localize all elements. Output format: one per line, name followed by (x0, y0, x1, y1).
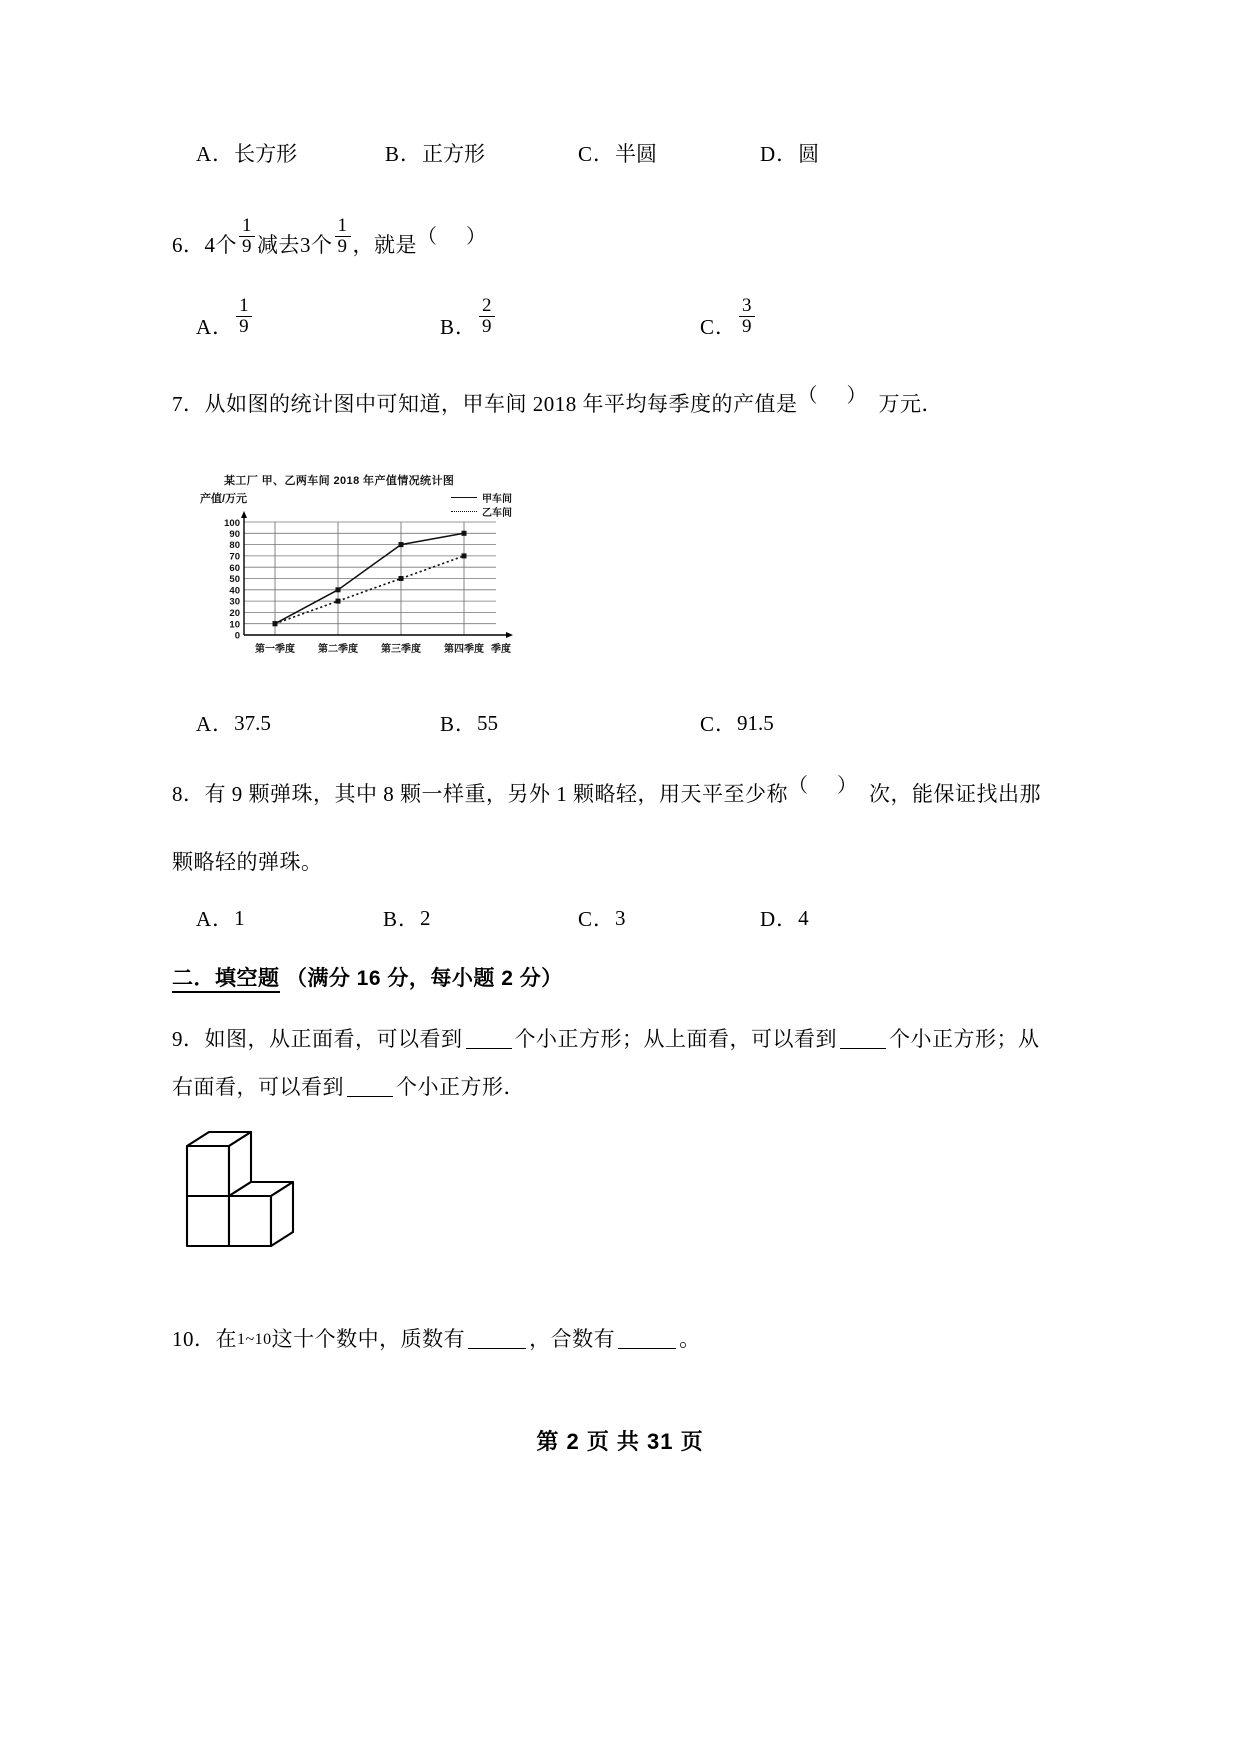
q6-option-a[interactable] (196, 295, 254, 346)
q9-stem-line1 (172, 1020, 1040, 1060)
q6-answer-paren[interactable]: （ ） (417, 225, 498, 248)
q6-option-c-numerator: 3 (742, 295, 752, 316)
cube-stack-svg (185, 1130, 315, 1275)
q8-stem-line2: 颗略轻的弹珠。 (172, 850, 323, 874)
q10-range-from: 1 (237, 1330, 246, 1348)
svg-text:70: 70 (229, 551, 240, 563)
q6-option-a-letter: A． (196, 314, 235, 339)
q5-option-a-text: 长方形 (234, 142, 298, 166)
q10-range-tilde: ~ (245, 1330, 255, 1348)
q8-option-b[interactable] (383, 903, 431, 933)
svg-text:20: 20 (229, 608, 240, 619)
q8-option-a[interactable] (196, 903, 245, 933)
q8-option-d[interactable] (760, 903, 809, 933)
q7-stem (172, 385, 943, 425)
q6-text-2: 减去3个 (257, 232, 333, 257)
q10-range-to: 10 (254, 1330, 272, 1348)
q6-option-a-numerator: 1 (239, 295, 249, 316)
q6-fraction-1 (239, 216, 255, 257)
q6-option-b[interactable] (440, 295, 497, 346)
q6-option-c[interactable] (700, 295, 757, 346)
q8-stem-line1 (172, 775, 1041, 815)
svg-text:第二季度: 第二季度 (318, 644, 358, 655)
q10-text-d: 。 (679, 1327, 701, 1351)
q6-option-a-fraction (236, 296, 252, 337)
svg-text:0: 0 (234, 630, 240, 642)
chart-gridlines (244, 522, 496, 624)
q5-option-b-text: 正方形 (422, 142, 486, 166)
q6-option-b-numerator: 2 (482, 295, 492, 316)
q8-option-a-value: 1 (234, 905, 245, 930)
cube-upper-front-face (187, 1146, 229, 1196)
chart-y-tick-labels (224, 518, 240, 642)
svg-text:40: 40 (229, 585, 240, 597)
q6-option-b-fraction (479, 296, 495, 337)
section-heading-label: 二．填空题 (172, 967, 280, 993)
svg-text:50: 50 (229, 574, 240, 586)
q9-blank-3[interactable] (347, 1078, 393, 1097)
cube-stack-figure (185, 1130, 315, 1275)
q6-text-3: ，就是 (352, 232, 417, 257)
q9-text-line2-a: 右面看，可以看到 (172, 1075, 344, 1099)
chart-plot-area (196, 470, 516, 660)
q7-option-b[interactable] (440, 708, 498, 738)
chart-legend-label-yi: 乙车间 (482, 507, 512, 519)
svg-text:第一季度: 第一季度 (255, 644, 295, 655)
q8-option-c-letter: C． (578, 907, 616, 931)
svg-text:90: 90 (229, 529, 240, 540)
q6-number: 6． (172, 232, 205, 257)
q5-option-d[interactable] (760, 138, 819, 168)
q8-option-c-value: 3 (615, 905, 626, 930)
section-heading-detail: （满分 16 分，每小题 2 分） (285, 967, 563, 990)
q7-option-c-value: 91.5 (737, 710, 774, 735)
q6-fraction-2-numerator: 1 (337, 215, 348, 236)
svg-text:10: 10 (229, 619, 240, 631)
svg-text:第四季度: 第四季度 (444, 644, 484, 655)
q10-number: 10． (172, 1327, 216, 1351)
q5-option-b-letter: B． (385, 142, 423, 166)
svg-text:100: 100 (224, 518, 240, 529)
q9-text-c: 个小正方形；从 (889, 1027, 1040, 1051)
q6-option-b-letter: B． (440, 314, 478, 339)
q10-stem (172, 1320, 701, 1360)
q8-text-line1-b: 次，能保证找出那 (869, 782, 1041, 806)
page-footer: 第 2 页 共 31 页 (536, 1429, 704, 1454)
q9-text-a: 如图，从正面看，可以看到 (204, 1027, 463, 1051)
q7-option-a[interactable] (196, 708, 271, 738)
cube-lower-left-front-face (187, 1196, 229, 1246)
q6-option-b-denominator: 9 (482, 316, 492, 338)
y-axis-arrow-icon (241, 511, 247, 518)
cube-lower-right-front-face (229, 1196, 271, 1246)
q7-option-b-letter: B． (440, 712, 478, 736)
q5-option-c[interactable] (578, 138, 657, 168)
svg-text:30: 30 (229, 596, 240, 608)
q7-option-a-value: 37.5 (234, 710, 271, 735)
q5-option-b[interactable] (385, 138, 485, 168)
q8-option-a-letter: A． (196, 907, 235, 931)
q10-blank-composite[interactable] (618, 1330, 676, 1349)
q7-text: 从如图的统计图中可知道，甲车间 2018 年平均每季度的产值是 (204, 392, 798, 416)
q7-option-a-letter: A． (196, 712, 235, 736)
q5-option-a[interactable] (196, 138, 297, 168)
q8-option-c[interactable] (578, 903, 626, 933)
q6-fraction-2-denominator: 9 (337, 236, 348, 258)
q5-option-c-letter: C． (578, 142, 616, 166)
q6-fraction-2 (335, 216, 351, 257)
q5-option-d-letter: D． (760, 142, 799, 166)
q10-blank-prime[interactable] (468, 1330, 526, 1349)
chart-legend-label-jia: 甲车间 (482, 493, 512, 505)
q6-fraction-1-numerator: 1 (242, 215, 252, 236)
q8-answer-paren[interactable]: （ ） (788, 774, 869, 797)
q6-stem (172, 215, 498, 266)
q9-text-b: 个小正方形；从上面看，可以看到 (514, 1027, 837, 1051)
chart-y-axis-label: 产值/万元 (200, 493, 248, 505)
q8-number: 8． (172, 782, 205, 806)
q9-stem-line2 (172, 1068, 525, 1108)
q6-text-1: 4个 (204, 232, 237, 257)
svg-text:60: 60 (229, 562, 240, 574)
q9-blank-1[interactable] (466, 1030, 512, 1049)
svg-text:80: 80 (229, 540, 240, 552)
q10-text-c: ，合数有 (529, 1327, 616, 1351)
section-heading-fill-in-blank (172, 962, 563, 992)
q5-option-a-letter: A． (196, 142, 235, 166)
chart-x-tick-labels (255, 642, 511, 655)
q5-option-d-text: 圆 (798, 142, 820, 166)
q8-option-b-value: 2 (420, 905, 431, 930)
q8-option-d-letter: D． (760, 907, 799, 931)
q8-option-b-letter: B． (383, 907, 421, 931)
q9-blank-2[interactable] (840, 1030, 886, 1049)
q6-option-c-fraction (739, 296, 755, 337)
q7-option-b-value: 55 (477, 710, 499, 735)
q7-number: 7． (172, 392, 205, 416)
q8-option-d-value: 4 (798, 905, 809, 930)
q9-text-line2-b: 个小正方形． (396, 1075, 525, 1099)
chart-title: 某工厂 甲、乙两车间 2018 年产值情况统计图 (224, 475, 455, 487)
q6-option-a-denominator: 9 (239, 316, 249, 338)
svg-text:季度: 季度 (491, 644, 511, 655)
q6-option-c-denominator: 9 (742, 316, 752, 338)
q7-option-c-letter: C． (700, 712, 738, 736)
q8-text-line1-a: 有 9 颗弹珠，其中 8 颗一样重，另外 1 颗略轻，用天平至少称 (204, 782, 788, 806)
statistics-line-chart (196, 470, 516, 660)
q6-option-c-letter: C． (700, 314, 738, 339)
q6-fraction-1-denominator: 9 (242, 236, 252, 258)
q10-text-a: 在 (215, 1327, 237, 1351)
q5-option-c-text: 半圆 (615, 142, 658, 166)
x-axis-arrow-icon (506, 632, 513, 638)
q7-option-c[interactable] (700, 708, 774, 738)
q10-text-b: 这十个数中，质数有 (271, 1327, 466, 1351)
q7-answer-paren[interactable]: （ ） (797, 384, 879, 407)
svg-text:第三季度: 第三季度 (381, 644, 421, 655)
q7-unit: 万元． (878, 392, 943, 416)
q9-number: 9． (172, 1027, 205, 1051)
